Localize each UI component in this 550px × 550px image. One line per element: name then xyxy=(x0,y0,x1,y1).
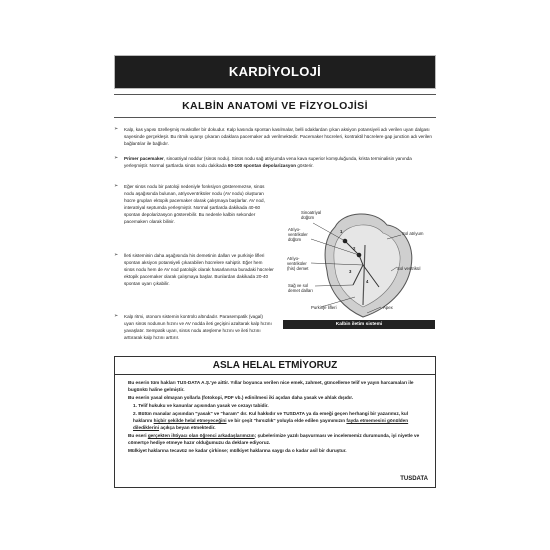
label-left-ventricle: Sol ventrikül xyxy=(397,266,421,271)
notice-body xyxy=(122,379,428,455)
paragraph-text: Eğer sinüs nodu bir patoloji nedeniyle fonksiyon gösteremezse, sinüs nodu aşağısında bulunan, atriyoventriküler nodu (AV nodu) oluşturan hücre grupları ektopik pacemaker olarak çalışmaya başlarlar. AV nod, interatriyal septumda yerleşmiştir. Normal şartlarda dakikada 40-60 spontan depolarizasyon gösterebilir. Bu nedenle kalbin sekonder pacemakerı olarak bilinir. xyxy=(124,184,265,224)
paragraph-av-node xyxy=(114,183,274,225)
underlined-text: gerçekten ihtiyacı olan öğrenci arkadaşlarımızın xyxy=(147,433,255,438)
copyright-notice-box xyxy=(114,356,436,488)
paragraph-primary-pacemaker xyxy=(114,155,436,169)
paragraph-his-purkinje xyxy=(114,252,274,287)
paragraph-text: Kalp ritmi, otonom sistemin kontrolü altındadır. Parasempatik (vagal) uyarı sinüs nodunun hızını ve AV nodda ileti geçişini azaltarak kalp hızını yavaşlatır. Sempatik uyarı, sinüs nodu ateşleme hızını ve ileti hızını arttırarak kalp hızını arttırır. xyxy=(124,314,272,340)
text-run: , sinoatriyal noddur (sinüs nodu). Sinüs nodu sağ atriyumda vena kava superior komşuluğunda, krista terminalisin yanında yerleşmiştir. Normal şartlarda sinüs nodu dakikada xyxy=(124,156,412,168)
chapter-banner: KARDİYOLOJİ xyxy=(114,55,436,89)
text-run: Bu eseri xyxy=(128,433,148,438)
figure-caption: Kalbin iletim sistemi xyxy=(283,320,435,329)
arrow-bullet-icon: ➢ xyxy=(114,155,119,161)
number-3: 3 xyxy=(349,269,352,274)
paragraph-autonomic xyxy=(114,313,274,341)
arrow-bullet-icon: ➢ xyxy=(114,126,119,132)
brand-signature: TUSDATA xyxy=(400,476,428,482)
number-1: 1 xyxy=(340,229,343,234)
paragraph-text: İleti sisteminin daha aşağısında his demetinin dalları ve purkinje lifleri spontan aksiyon potansiyeli çıkarabilen hücrelere sahiptir. Eğer hem sinüs nodu hem de AV nod patolojik olarak hasarlanırsa buradaki hücreler ektopik pacemaker olarak çalışmaya başlar. Bunlardan dakikada 20-40 spontan uyarı çıkabilir. xyxy=(124,253,274,286)
text-run: gösterir. xyxy=(296,163,314,168)
section-title: KALBİN ANATOMİ VE FİZYOLOJİSİ xyxy=(114,94,436,118)
arrow-bullet-icon: ➢ xyxy=(114,313,119,319)
notice-line xyxy=(133,410,428,431)
label-av-node: Atriyo-ventriküler düğüm xyxy=(288,227,308,242)
notice-line: 1. Telif hukuku ve kanunlar açısından yasak ve cezayı tabidir. xyxy=(133,403,269,408)
bold-term: Primer pacemaker xyxy=(124,156,164,161)
underlined-text: fayda etmemesini gönülden dilediklerini xyxy=(133,418,409,430)
arrow-bullet-icon: ➢ xyxy=(114,183,119,189)
paragraph-text: Kalp, kas yapısı özelleşmiş musküller bir dokudur. Kalp kasında spontan kasılmalar, belli odaklardan çıkan aksiyon potansiyeli adı verilen uyarı dalgası sayesinde gerçekleşir. Bu ritmik uyarıyı çıkaran odaklara pacemaker adı verilmektedir. Pacemaker hücreleri, kontraktil hücrelere gap junction adı verilen bağlantılar ile bağlıdır. xyxy=(124,127,432,146)
underlined-text: hiçbir şekilde helal etmeyeceğini xyxy=(153,418,227,423)
text-run: 2. Bütün manalar açısından "yasak" ve "haram" dır. Kul hakkıdır ve TUSDATA ya da emeği geçen herhangi bir yazarımız, kul haklarını xyxy=(133,411,409,423)
paragraph-intro xyxy=(114,126,436,147)
notice-line: Bu eserin yasal olmayan yollarla (fotokopi, PDF vb.) edinilmesi iki açıdan daha yasak ve ahlak dışıdır. xyxy=(128,395,354,400)
label-left-atrium: Sol atriyum xyxy=(402,231,424,236)
paragraph-text xyxy=(124,155,436,169)
number-4: 4 xyxy=(366,279,369,284)
notice-line: Bu eserin tüm hakları TUS-DATA A.Ş.'ye aittir. Yıllar boyunca verilen nice emek, zahmet, güncelleme telif ve yayın harcamaları ile bugünkü haline gelmiştir. xyxy=(128,380,414,392)
notice-title: ASLA HELAL ETMİYORUZ xyxy=(115,357,435,375)
notice-line: Mülkiyet haklarına tecavüz ne kadar çirkinse; mülkiyet haklarına saygı da o kadar asil bir duruştur. xyxy=(128,448,347,453)
label-purkinje: Purkinje lifleri xyxy=(311,305,337,310)
label-bundle-branches: Sağ ve sol demet dalları xyxy=(288,283,313,293)
label-sinoatrial-node: Sinoatriyal düğüm xyxy=(301,210,322,220)
notice-line xyxy=(128,432,428,446)
label-his-bundle: Atriyo-ventriküler (his) demet xyxy=(287,256,309,271)
text-run: açıkça beyan etmektedir. xyxy=(159,425,216,430)
arrow-bullet-icon: ➢ xyxy=(114,252,119,258)
number-2: 2 xyxy=(353,246,356,251)
text-run: ; şubelerimize yazılı başvurması ve incelememiz durumunda, iyi niyetle ve cömertçe hediye etmeye hazır olduğumuzu da deklare ediyoruz. xyxy=(128,433,420,445)
bold-term: 60-100 spontan depolarizasyon xyxy=(227,163,297,168)
label-apex: Apex xyxy=(383,305,393,310)
text-run: ve bir çeşit "hırsızlık" yoluyla elde edilen yayınımızın xyxy=(226,418,347,423)
